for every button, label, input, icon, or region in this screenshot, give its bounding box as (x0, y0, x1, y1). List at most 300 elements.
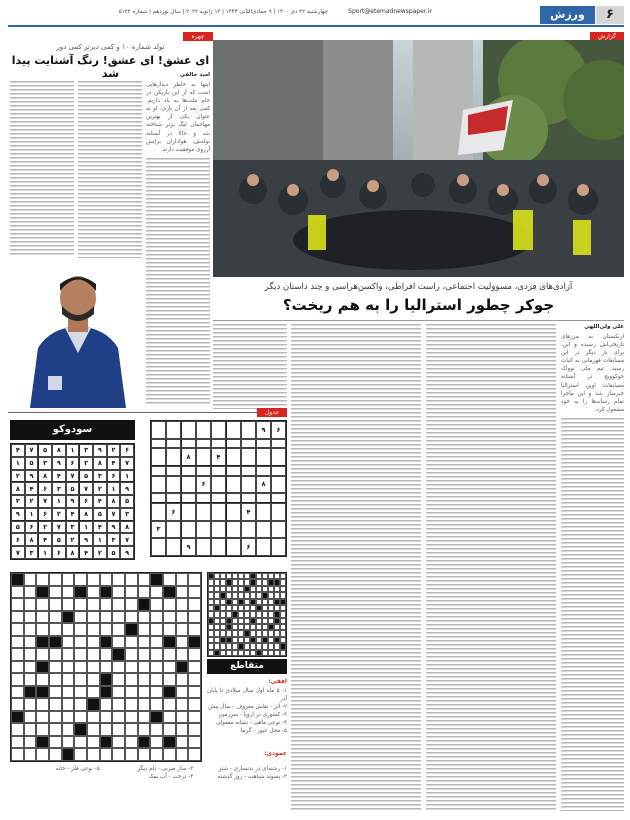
crossword-cell[interactable] (176, 648, 189, 661)
crossword-cell[interactable] (138, 598, 151, 611)
crossword-cell[interactable] (36, 686, 49, 699)
sudoku-cell[interactable]: ۹ (256, 421, 271, 439)
crossword-cell[interactable] (150, 673, 163, 686)
crossword-cell[interactable] (11, 711, 24, 724)
sudoku-cell[interactable]: ۶ (166, 503, 181, 521)
crossword-cell[interactable] (125, 623, 138, 636)
crossword-cell[interactable] (11, 698, 24, 711)
sudoku-cell[interactable] (256, 493, 271, 503)
sudoku-cell[interactable] (196, 538, 211, 556)
crossword-cell[interactable] (49, 698, 62, 711)
sudoku-cell[interactable] (241, 439, 256, 449)
crossword-cell[interactable] (49, 748, 62, 761)
crossword-cell[interactable] (163, 723, 176, 736)
sudoku-cell[interactable] (151, 476, 166, 494)
crossword-cell[interactable] (163, 598, 176, 611)
crossword-cell[interactable] (36, 698, 49, 711)
crossword-cell[interactable] (176, 636, 189, 649)
crossword-cell[interactable] (49, 573, 62, 586)
crossword-grid-cells[interactable] (10, 572, 202, 762)
crossword-cell[interactable] (87, 573, 100, 586)
crossword-cell[interactable] (62, 598, 75, 611)
crossword-cell[interactable] (100, 636, 113, 649)
crossword-cell[interactable] (100, 736, 113, 749)
crossword-cell[interactable] (138, 736, 151, 749)
crossword-cell[interactable] (62, 698, 75, 711)
crossword-cell[interactable] (100, 661, 113, 674)
crossword-cell[interactable] (163, 748, 176, 761)
sudoku-cell[interactable] (166, 466, 181, 476)
sudoku-cell[interactable] (226, 439, 241, 449)
crossword-cell[interactable] (24, 711, 37, 724)
sudoku-cell[interactable] (256, 448, 271, 466)
crossword-cell[interactable] (74, 723, 87, 736)
sudoku-cell[interactable] (226, 521, 241, 539)
sudoku-cell[interactable] (241, 448, 256, 466)
crossword-cell[interactable] (87, 611, 100, 624)
crossword-cell[interactable] (100, 686, 113, 699)
crossword-cell[interactable] (188, 723, 201, 736)
sudoku-puzzle[interactable] (150, 420, 287, 557)
crossword-cell[interactable] (176, 698, 189, 711)
sudoku-cell[interactable] (211, 521, 226, 539)
crossword-cell[interactable] (49, 586, 62, 599)
sudoku-cell[interactable]: ۴ (211, 448, 226, 466)
sudoku-cell[interactable]: ۶ (241, 538, 256, 556)
crossword-cell[interactable] (11, 661, 24, 674)
crossword-cell[interactable] (49, 711, 62, 724)
crossword-cell[interactable] (112, 661, 125, 674)
crossword-cell[interactable] (11, 611, 24, 624)
crossword-cell[interactable] (11, 748, 24, 761)
crossword-cell[interactable] (62, 748, 75, 761)
crossword-cell[interactable] (74, 636, 87, 649)
crossword-cell[interactable] (188, 598, 201, 611)
crossword-cell[interactable] (100, 573, 113, 586)
crossword-cell[interactable] (150, 598, 163, 611)
crossword-cell[interactable] (150, 611, 163, 624)
crossword-cell[interactable] (125, 686, 138, 699)
crossword-cell[interactable] (74, 648, 87, 661)
sudoku-cell[interactable] (271, 521, 286, 539)
crossword-cell[interactable] (62, 723, 75, 736)
sudoku-cell[interactable] (241, 421, 256, 439)
sudoku-cell[interactable] (181, 421, 196, 439)
crossword-cell[interactable] (11, 673, 24, 686)
crossword-cell[interactable] (62, 573, 75, 586)
crossword-cell[interactable] (49, 661, 62, 674)
crossword-cell[interactable] (176, 723, 189, 736)
crossword-cell[interactable] (24, 748, 37, 761)
crossword-cell[interactable] (150, 648, 163, 661)
sudoku-cell[interactable] (196, 521, 211, 539)
crossword-cell[interactable] (112, 573, 125, 586)
crossword-cell[interactable] (24, 723, 37, 736)
crossword-cell[interactable] (163, 698, 176, 711)
crossword-cell[interactable] (74, 598, 87, 611)
crossword-cell[interactable] (87, 698, 100, 711)
sudoku-cell[interactable]: ۸ (181, 448, 196, 466)
crossword-cell[interactable] (138, 723, 151, 736)
crossword-cell[interactable] (74, 686, 87, 699)
crossword-cell[interactable] (125, 673, 138, 686)
crossword-cell[interactable] (74, 748, 87, 761)
crossword-cell[interactable] (11, 636, 24, 649)
crossword-cell[interactable] (138, 573, 151, 586)
crossword-cell[interactable] (125, 661, 138, 674)
crossword-cell[interactable] (36, 611, 49, 624)
crossword-cell[interactable] (74, 698, 87, 711)
crossword-cell[interactable] (87, 748, 100, 761)
crossword-cell[interactable] (24, 648, 37, 661)
crossword-cell[interactable] (74, 673, 87, 686)
sudoku-cell[interactable]: ۹ (181, 538, 196, 556)
sudoku-cell[interactable] (151, 538, 166, 556)
crossword-cell[interactable] (176, 711, 189, 724)
crossword-cell[interactable] (24, 586, 37, 599)
sudoku-cell[interactable] (151, 421, 166, 439)
sudoku-cell[interactable] (226, 538, 241, 556)
crossword-cell[interactable] (11, 623, 24, 636)
crossword-cell[interactable] (49, 636, 62, 649)
crossword-cell[interactable] (62, 686, 75, 699)
sudoku-cell[interactable] (211, 493, 226, 503)
crossword-cell[interactable] (87, 586, 100, 599)
crossword-cell[interactable] (62, 711, 75, 724)
crossword-cell[interactable] (24, 623, 37, 636)
sudoku-cell[interactable] (196, 466, 211, 476)
crossword-cell[interactable] (188, 573, 201, 586)
sudoku-cell[interactable] (271, 476, 286, 494)
crossword-cell[interactable] (163, 636, 176, 649)
crossword-cell[interactable] (36, 586, 49, 599)
crossword-cell[interactable] (112, 586, 125, 599)
crossword-cell[interactable] (112, 598, 125, 611)
crossword-cell[interactable] (163, 736, 176, 749)
crossword-cell[interactable] (150, 661, 163, 674)
crossword-cell[interactable] (24, 611, 37, 624)
crossword-cell[interactable] (163, 686, 176, 699)
sudoku-puzzle-grid[interactable] (150, 420, 287, 557)
crossword-cell[interactable] (49, 736, 62, 749)
crossword-cell[interactable] (11, 723, 24, 736)
crossword-cell[interactable] (87, 598, 100, 611)
sudoku-cell[interactable] (181, 521, 196, 539)
crossword-cell[interactable] (100, 711, 113, 724)
sudoku-cell[interactable] (226, 448, 241, 466)
sudoku-cell[interactable] (151, 466, 166, 476)
crossword-cell[interactable] (100, 623, 113, 636)
sudoku-cell[interactable]: ۸ (256, 476, 271, 494)
sudoku-cell[interactable] (241, 476, 256, 494)
crossword-cell[interactable] (24, 636, 37, 649)
sudoku-cell[interactable] (181, 439, 196, 449)
crossword-cell[interactable] (62, 661, 75, 674)
crossword-cell[interactable] (125, 748, 138, 761)
sudoku-cell[interactable] (196, 421, 211, 439)
crossword-cell[interactable] (11, 648, 24, 661)
crossword-cell[interactable] (188, 611, 201, 624)
crossword-cell[interactable] (62, 623, 75, 636)
crossword-cell[interactable] (62, 611, 75, 624)
crossword-cell[interactable] (163, 611, 176, 624)
crossword-cell[interactable] (36, 573, 49, 586)
crossword-cell[interactable] (36, 748, 49, 761)
crossword-cell[interactable] (49, 598, 62, 611)
crossword-cell[interactable] (36, 723, 49, 736)
crossword-cell[interactable] (24, 736, 37, 749)
crossword-cell[interactable] (87, 661, 100, 674)
crossword-cell[interactable] (36, 636, 49, 649)
sudoku-cell[interactable] (166, 476, 181, 494)
crossword-cell[interactable] (150, 623, 163, 636)
sudoku-cell[interactable]: ۶ (196, 476, 211, 494)
crossword-cell[interactable] (138, 698, 151, 711)
sudoku-cell[interactable] (181, 466, 196, 476)
sudoku-cell[interactable] (166, 439, 181, 449)
sudoku-cell[interactable] (166, 448, 181, 466)
crossword-cell[interactable] (138, 636, 151, 649)
crossword-cell[interactable] (87, 636, 100, 649)
crossword-cell[interactable] (150, 736, 163, 749)
crossword-cell[interactable] (150, 636, 163, 649)
crossword-cell[interactable] (24, 673, 37, 686)
crossword-cell[interactable] (112, 623, 125, 636)
crossword-cell[interactable] (188, 586, 201, 599)
sudoku-cell[interactable] (196, 439, 211, 449)
sudoku-cell[interactable] (271, 493, 286, 503)
crossword-cell[interactable] (138, 661, 151, 674)
crossword-cell[interactable] (138, 611, 151, 624)
sudoku-cell[interactable] (211, 503, 226, 521)
crossword-cell[interactable] (100, 748, 113, 761)
crossword-cell[interactable] (24, 698, 37, 711)
crossword-cell[interactable] (74, 661, 87, 674)
crossword-cell[interactable] (125, 711, 138, 724)
crossword-cell[interactable] (163, 586, 176, 599)
crossword-cell[interactable] (74, 736, 87, 749)
crossword-cell[interactable] (125, 636, 138, 649)
sudoku-cell[interactable] (241, 493, 256, 503)
sudoku-cell[interactable] (151, 493, 166, 503)
crossword-cell[interactable] (176, 573, 189, 586)
crossword-cell[interactable] (87, 648, 100, 661)
sudoku-cell[interactable] (271, 448, 286, 466)
crossword-cell[interactable] (150, 698, 163, 711)
section-email[interactable]: Sport@etemadnewspaper.ir (348, 8, 432, 15)
sudoku-cell[interactable]: ۴ (241, 503, 256, 521)
crossword-cell[interactable] (112, 611, 125, 624)
crossword-cell[interactable] (87, 736, 100, 749)
crossword-cell[interactable] (112, 711, 125, 724)
crossword-cell[interactable] (176, 611, 189, 624)
crossword-cell[interactable] (188, 698, 201, 711)
crossword-cell[interactable] (188, 648, 201, 661)
sudoku-cell[interactable] (181, 493, 196, 503)
crossword-cell[interactable] (138, 748, 151, 761)
crossword-cell[interactable] (112, 673, 125, 686)
crossword-cell[interactable] (112, 636, 125, 649)
crossword-cell[interactable] (112, 648, 125, 661)
sudoku-cell[interactable] (226, 503, 241, 521)
sudoku-cell[interactable] (211, 538, 226, 556)
crossword-cell[interactable] (188, 673, 201, 686)
crossword-grid[interactable] (10, 572, 202, 762)
crossword-cell[interactable] (163, 711, 176, 724)
crossword-cell[interactable] (188, 636, 201, 649)
crossword-cell[interactable] (176, 661, 189, 674)
crossword-cell[interactable] (49, 723, 62, 736)
sudoku-cell[interactable] (211, 466, 226, 476)
crossword-cell[interactable] (100, 611, 113, 624)
sudoku-cell[interactable] (196, 493, 211, 503)
crossword-cell[interactable] (150, 748, 163, 761)
crossword-cell[interactable] (24, 573, 37, 586)
crossword-cell[interactable] (74, 586, 87, 599)
crossword-cell[interactable] (176, 748, 189, 761)
crossword-cell[interactable] (87, 711, 100, 724)
sudoku-cell[interactable] (166, 493, 181, 503)
crossword-cell[interactable] (11, 736, 24, 749)
crossword-cell[interactable] (138, 648, 151, 661)
crossword-cell[interactable] (163, 661, 176, 674)
sudoku-cell[interactable]: ۶ (271, 421, 286, 439)
crossword-cell[interactable] (176, 673, 189, 686)
crossword-cell[interactable] (125, 736, 138, 749)
crossword-cell[interactable] (125, 586, 138, 599)
sudoku-cell[interactable] (211, 439, 226, 449)
crossword-cell[interactable] (163, 573, 176, 586)
sudoku-cell[interactable] (166, 521, 181, 539)
crossword-cell[interactable] (150, 586, 163, 599)
crossword-cell[interactable] (176, 586, 189, 599)
crossword-cell[interactable] (125, 611, 138, 624)
crossword-cell[interactable] (36, 648, 49, 661)
crossword-cell[interactable] (112, 748, 125, 761)
crossword-cell[interactable] (112, 723, 125, 736)
crossword-cell[interactable] (188, 661, 201, 674)
crossword-cell[interactable] (49, 673, 62, 686)
crossword-cell[interactable] (138, 673, 151, 686)
sudoku-cell[interactable] (211, 421, 226, 439)
crossword-cell[interactable] (125, 598, 138, 611)
crossword-cell[interactable] (188, 686, 201, 699)
crossword-cell[interactable] (100, 586, 113, 599)
sudoku-cell[interactable] (226, 476, 241, 494)
crossword-cell[interactable] (74, 711, 87, 724)
crossword-cell[interactable] (36, 673, 49, 686)
crossword-cell[interactable] (49, 686, 62, 699)
sudoku-cell[interactable] (151, 503, 166, 521)
sudoku-cell[interactable] (181, 476, 196, 494)
crossword-cell[interactable] (49, 623, 62, 636)
crossword-cell[interactable] (100, 698, 113, 711)
crossword-cell[interactable] (36, 598, 49, 611)
crossword-cell[interactable] (62, 586, 75, 599)
crossword-cell[interactable] (163, 648, 176, 661)
crossword-cell[interactable] (125, 648, 138, 661)
sudoku-cell[interactable] (166, 538, 181, 556)
crossword-cell[interactable] (62, 648, 75, 661)
sudoku-cell[interactable] (271, 466, 286, 476)
crossword-cell[interactable] (49, 611, 62, 624)
crossword-cell[interactable] (36, 736, 49, 749)
crossword-cell[interactable] (125, 698, 138, 711)
crossword-cell[interactable] (138, 623, 151, 636)
sudoku-cell[interactable] (271, 538, 286, 556)
sudoku-cell[interactable] (271, 503, 286, 521)
crossword-cell[interactable] (100, 673, 113, 686)
crossword-cell[interactable] (112, 686, 125, 699)
crossword-cell[interactable] (176, 598, 189, 611)
sudoku-cell[interactable] (151, 448, 166, 466)
crossword-cell[interactable] (24, 598, 37, 611)
crossword-cell[interactable] (87, 723, 100, 736)
crossword-cell[interactable] (11, 598, 24, 611)
crossword-cell[interactable] (74, 623, 87, 636)
crossword-cell[interactable] (74, 611, 87, 624)
crossword-cell[interactable] (176, 686, 189, 699)
crossword-cell[interactable] (163, 673, 176, 686)
crossword-cell[interactable] (125, 573, 138, 586)
sudoku-cell[interactable] (226, 466, 241, 476)
crossword-cell[interactable] (125, 723, 138, 736)
crossword-cell[interactable] (36, 711, 49, 724)
sudoku-cell[interactable] (211, 476, 226, 494)
crossword-cell[interactable] (24, 686, 37, 699)
crossword-cell[interactable] (150, 686, 163, 699)
sudoku-cell[interactable] (151, 439, 166, 449)
crossword-cell[interactable] (74, 573, 87, 586)
crossword-cell[interactable] (87, 623, 100, 636)
sudoku-cell[interactable] (256, 503, 271, 521)
sudoku-cell[interactable] (256, 439, 271, 449)
sudoku-cell[interactable] (226, 493, 241, 503)
crossword-cell[interactable] (188, 748, 201, 761)
crossword-cell[interactable] (100, 648, 113, 661)
crossword-cell[interactable] (62, 673, 75, 686)
crossword-cell[interactable] (100, 598, 113, 611)
crossword-cell[interactable] (188, 711, 201, 724)
sudoku-cell[interactable] (241, 466, 256, 476)
sudoku-cell[interactable] (181, 503, 196, 521)
sudoku-cell[interactable] (256, 538, 271, 556)
sudoku-cell[interactable] (226, 421, 241, 439)
crossword-cell[interactable] (112, 736, 125, 749)
crossword-cell[interactable] (150, 723, 163, 736)
crossword-cell[interactable] (11, 686, 24, 699)
sudoku-cell[interactable] (196, 448, 211, 466)
sudoku-cell[interactable] (256, 521, 271, 539)
crossword-cell[interactable] (24, 661, 37, 674)
crossword-cell[interactable] (112, 698, 125, 711)
crossword-cell[interactable] (87, 673, 100, 686)
crossword-cell[interactable] (163, 623, 176, 636)
crossword-cell[interactable] (36, 661, 49, 674)
crossword-cell[interactable] (138, 586, 151, 599)
crossword-cell[interactable] (36, 623, 49, 636)
crossword-cell[interactable] (176, 736, 189, 749)
sudoku-cell[interactable] (271, 439, 286, 449)
crossword-cell[interactable] (62, 736, 75, 749)
crossword-cell[interactable] (11, 573, 24, 586)
crossword-cell[interactable] (188, 736, 201, 749)
crossword-cell[interactable] (62, 636, 75, 649)
crossword-cell[interactable] (188, 623, 201, 636)
crossword-cell[interactable] (138, 711, 151, 724)
crossword-cell[interactable] (150, 573, 163, 586)
crossword-cell[interactable] (87, 686, 100, 699)
